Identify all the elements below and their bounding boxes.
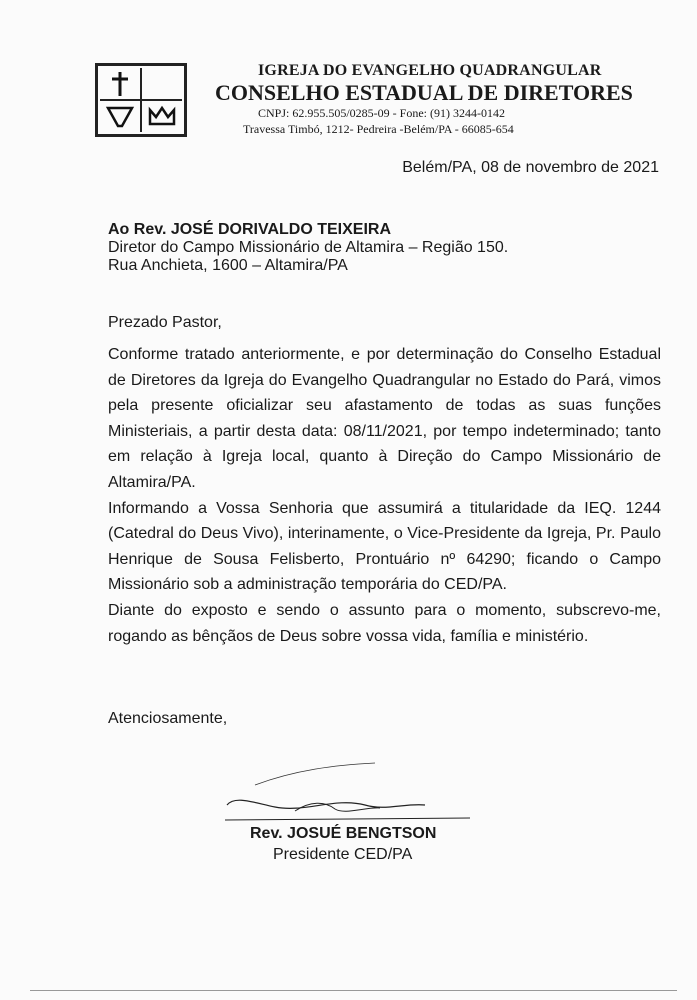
logo-emblem-icon (98, 66, 184, 134)
paragraph: Diante do exposto e sendo o assunto para o momento, subscrevo-me, rogando as bênçãos de Deus sobre vossa vida, família e ministério. (108, 601, 661, 645)
date-line: Belém/PA, 08 de novembro de 2021 (402, 159, 659, 176)
council-name: CONSELHO ESTADUAL DE DIRETORES (215, 80, 633, 105)
signer-title: Presidente CED/PA (273, 846, 413, 863)
closing: Atenciosamente, (108, 710, 228, 727)
greeting: Prezado Pastor, (108, 314, 222, 331)
paragraph: Conforme tratado anteriormente, e por determinação do Conselho Estadual de Diretores da Igreja do Evangelho Quadrangular no Estado do Pará, vimos pela presente oficializar seu afastamento de todas as suas funções Ministeriais, a partir desta data: 08/11/2021, por tempo indeterminado; tanto em relação à Igreja local, quanto à Direção do Campo Missionário de Altamira/PA. (108, 346, 661, 491)
recipient-address: Rua Anchieta, 1600 – Altamira/PA (108, 257, 348, 274)
bottom-rule (30, 990, 677, 991)
church-logo (95, 63, 187, 137)
signer-name: Rev. JOSUÉ BENGTSON (250, 825, 437, 842)
recipient-role: Diretor do Campo Missionário de Altamira – Região 150. (108, 239, 509, 256)
handwritten-signature (215, 745, 485, 827)
paragraph: Informando a Vossa Senhoria que assumirá a titularidade da IEQ. 1244 (Catedral do Deus Vivo), interinamente, o Vice-Presidente da Igreja, Pr. Paulo Henrique de Sousa Felisberto, Prontuário nº 64290; ficando o Campo Missionário sob a administração temporária do CED/PA. (108, 499, 661, 594)
recipient-name: Ao Rev. JOSÉ DORIVALDO TEIXEIRA (108, 221, 392, 238)
org-name: IGREJA DO EVANGELHO QUADRANGULAR (258, 62, 602, 79)
cnpj-phone: CNPJ: 62.955.505/0285-09 - Fone: (91) 3244-0142 (258, 106, 505, 120)
recipient-block (108, 221, 508, 275)
letter-body (108, 342, 661, 649)
org-address: Travessa Timbó, 1212- Pedreira -Belém/PA - 66085-654 (243, 122, 514, 136)
